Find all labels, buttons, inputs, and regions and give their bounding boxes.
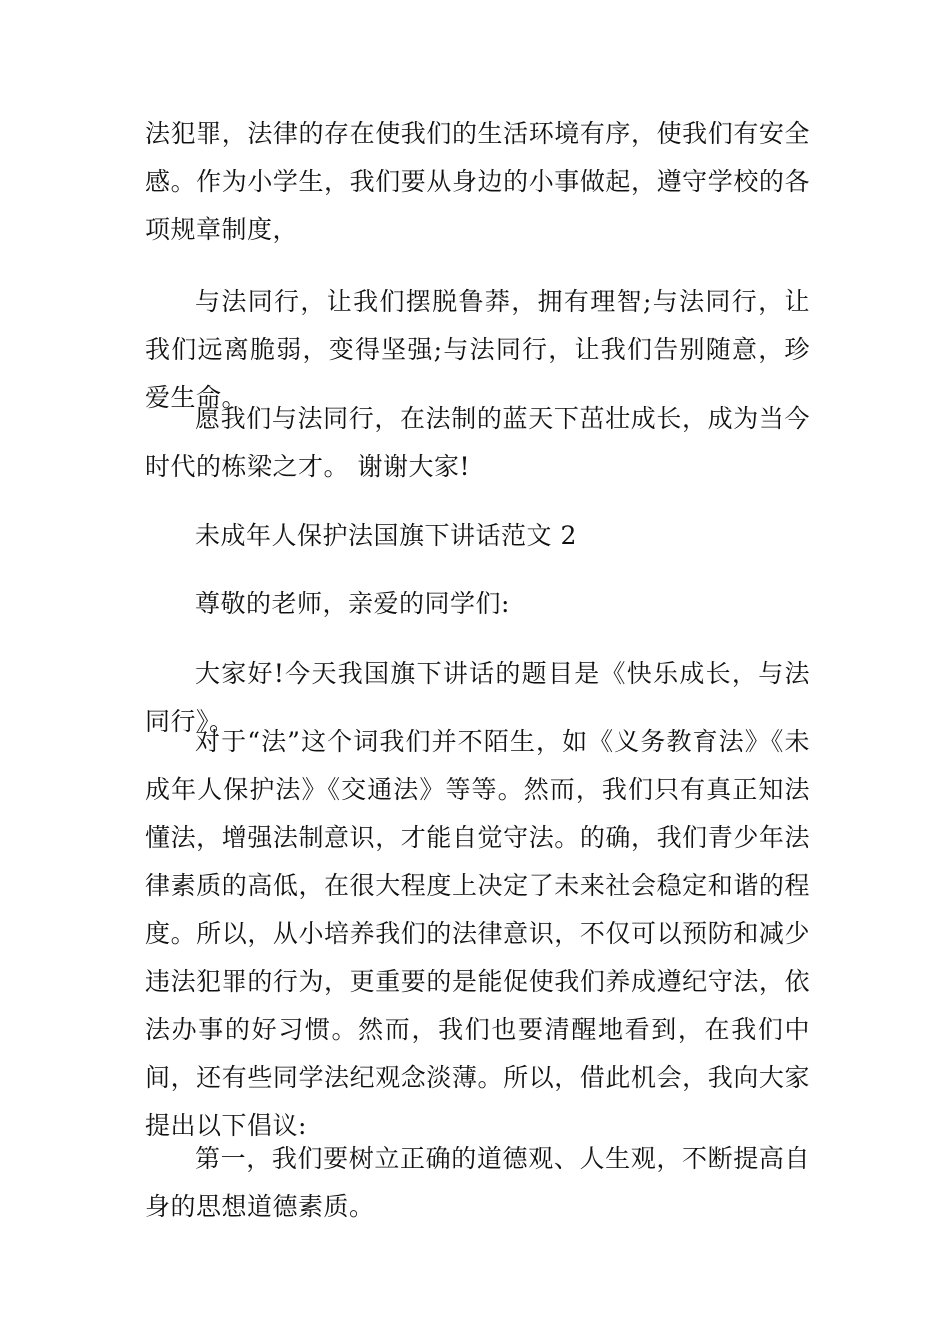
section-heading: 未成年人保护法国旗下讲话范文 2	[195, 521, 577, 550]
paragraph-3: 愿我们与法同行，在法制的蓝天下茁壮成长，成为当今时代的栋梁之才。 谢谢大家!	[145, 404, 810, 481]
paragraph-1: 法犯罪，法律的存在使我们的生活环境有序，使我们有安全感。作为小学生，我们要从身边的小事做起，遵守学校的各项规章制度，	[145, 119, 810, 244]
paragraph-first-point: 第一，我们要树立正确的道德观、人生观，不断提高自身的思想道德素质。	[145, 1144, 810, 1221]
paragraph-greeting: 尊敬的老师，亲爱的同学们:	[195, 589, 510, 618]
paragraph-intro: 大家好!今天我国旗下讲话的题目是《快乐成长，与法同行》。	[145, 659, 810, 736]
paragraph-2: 与法同行，让我们摆脱鲁莽，拥有理智;与法同行，让我们远离脆弱，变得坚强;与法同行，让我们告别随意，珍爱生命。	[145, 287, 810, 412]
paragraph-main: 对于“法”这个词我们并不陌生，如《义务教育法》《未成年人保护法》《交通法》等等。然而，我们只有真正知法懂法，增强法制意识，才能自觉守法。的确，我们青少年法律素质的高低，在很大程度上决定了未来社会稳定和谐的程度。所以，从小培养我们的法律意识，不仅可以预防和减少违法犯罪的行为，更重要的是能促使我们养成遵纪守法，依法办事的好习惯。然而，我们也要清醒地看到，在我们中间，还有些同学法纪观念淡薄。所以，借此机会，我向大家提出以下倡议:	[145, 727, 810, 1140]
